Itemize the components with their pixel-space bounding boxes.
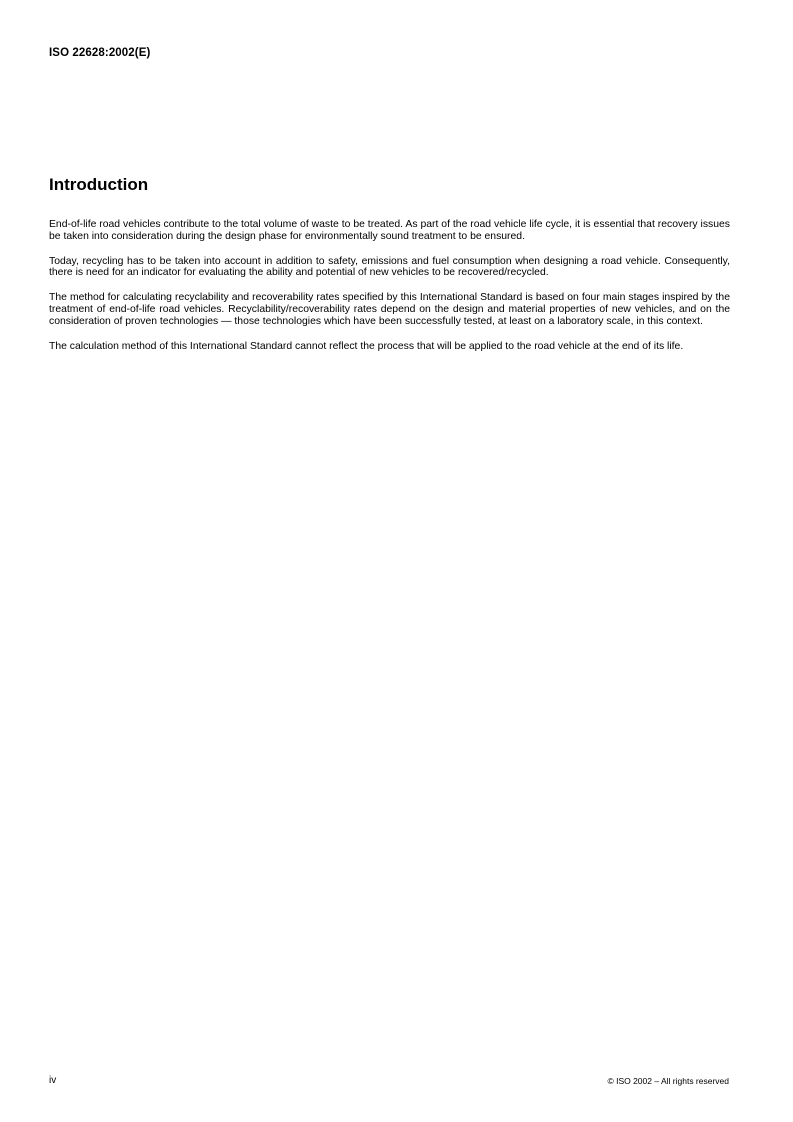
section-title: Introduction	[49, 175, 149, 194]
copyright-notice: © ISO 2002 – All rights reserved	[607, 1076, 729, 1086]
page-number: iv	[49, 1075, 57, 1086]
introduction-body	[49, 219, 730, 365]
paragraph-3: The method for calculating recyclability and recoverability rates specified by this International Standard is based on four main stages inspired by the treatment of end-of-life road vehicles. Recyclability/recoverability rates depend on the design and material properties of new vehicles, and on the consideration of proven technologies — those technologies which have been successfully tested, at least on a laboratory scale, in this context.	[49, 292, 730, 327]
document-id-header: ISO 22628:2002(E)	[49, 47, 151, 59]
paragraph-1: End-of-life road vehicles contribute to the total volume of waste to be treated. As part of the road vehicle life cycle, it is essential that recovery issues be taken into consideration during the design phase for environmentally sound treatment to be ensured.	[49, 219, 730, 242]
paragraph-2: Today, recycling has to be taken into account in addition to safety, emissions and fuel consumption when designing a road vehicle. Consequently, there is need for an indicator for evaluating the ability and potential of new vehicles to be recovered/recycled.	[49, 255, 730, 279]
paragraph-4: The calculation method of this International Standard cannot reflect the process that will be applied to the road vehicle at the end of its life.	[49, 340, 684, 352]
